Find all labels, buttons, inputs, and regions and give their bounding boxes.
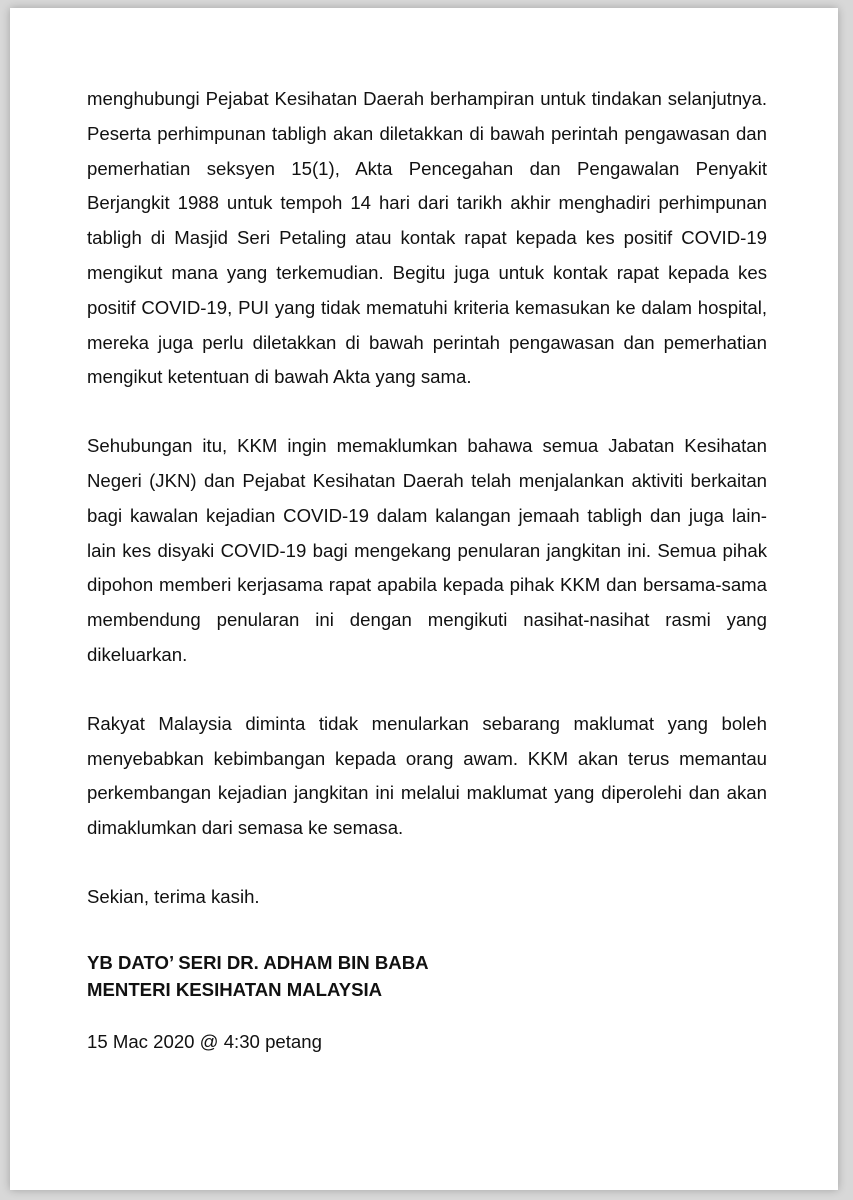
date-line: 15 Mac 2020 @ 4:30 petang bbox=[87, 1030, 322, 1052]
paragraph-gap bbox=[87, 395, 767, 429]
paragraph-gap bbox=[87, 673, 767, 707]
document-body bbox=[87, 82, 767, 1060]
signature-block bbox=[87, 949, 767, 1003]
signatory-name: YB DATO’ SERI DR. ADHAM BIN BABA bbox=[87, 951, 429, 973]
paragraph-public-notice: Rakyat Malaysia diminta tidak menularkan sebarang maklumat yang boleh menyebabkan kebimbangan kepada orang awam. KKM akan terus memantau perkembangan kejadian jangkitan ini melalui maklumat yang diperolehi dan akan dimaklumkan dari semasa ke semasa. bbox=[87, 712, 767, 839]
paragraph-supervision-order: menghubungi Pejabat Kesihatan Daerah berhampiran untuk tindakan selanjutnya. Peserta perhimpunan tabligh akan diletakkan di bawah perintah pengawasan dan pemerhatian seksyen 15(1), Akta Pencegahan dan Pengawalan Penyakit Berjangkit 1988 untuk tempoh 14 hari dari tarikh akhir menghadiri perhimpunan tabligh di Masjid Seri Petaling atau kontak rapat kepada kes positif COVID-19 mengikut mana yang terkemudian. Begitu juga untuk kontak rapat kepada kes positif COVID-19, PUI yang tidak mematuhi kriteria kemasukan ke dalam hospital, mereka juga perlu diletakkan di bawah perintah pengawasan dan pemerhatian mengikut ketentuan di bawah Akta yang sama. bbox=[87, 88, 767, 388]
document-page bbox=[10, 8, 838, 1190]
signatory-title: MENTERI KESIHATAN MALAYSIA bbox=[87, 978, 383, 1000]
paragraph-kkm-activities: Sehubungan itu, KKM ingin memaklumkan bahawa semua Jabatan Kesihatan Negeri (JKN) dan Pejabat Kesihatan Daerah telah menjalankan aktiviti berkaitan bagi kawalan kejadian COVID-19 dalam kalangan jemaah tabligh dan juga lain-lain kes disyaki COVID-19 bagi mengekang penularan jangkitan ini. Semua pihak dipohon memberi kerjasama rapat apabila kepada pihak KKM dan bersama-sama membendung penularan ini dengan mengikuti nasihat-nasihat rasmi yang dikeluarkan. bbox=[87, 435, 767, 665]
closing-line: Sekian, terima kasih. bbox=[87, 885, 260, 907]
